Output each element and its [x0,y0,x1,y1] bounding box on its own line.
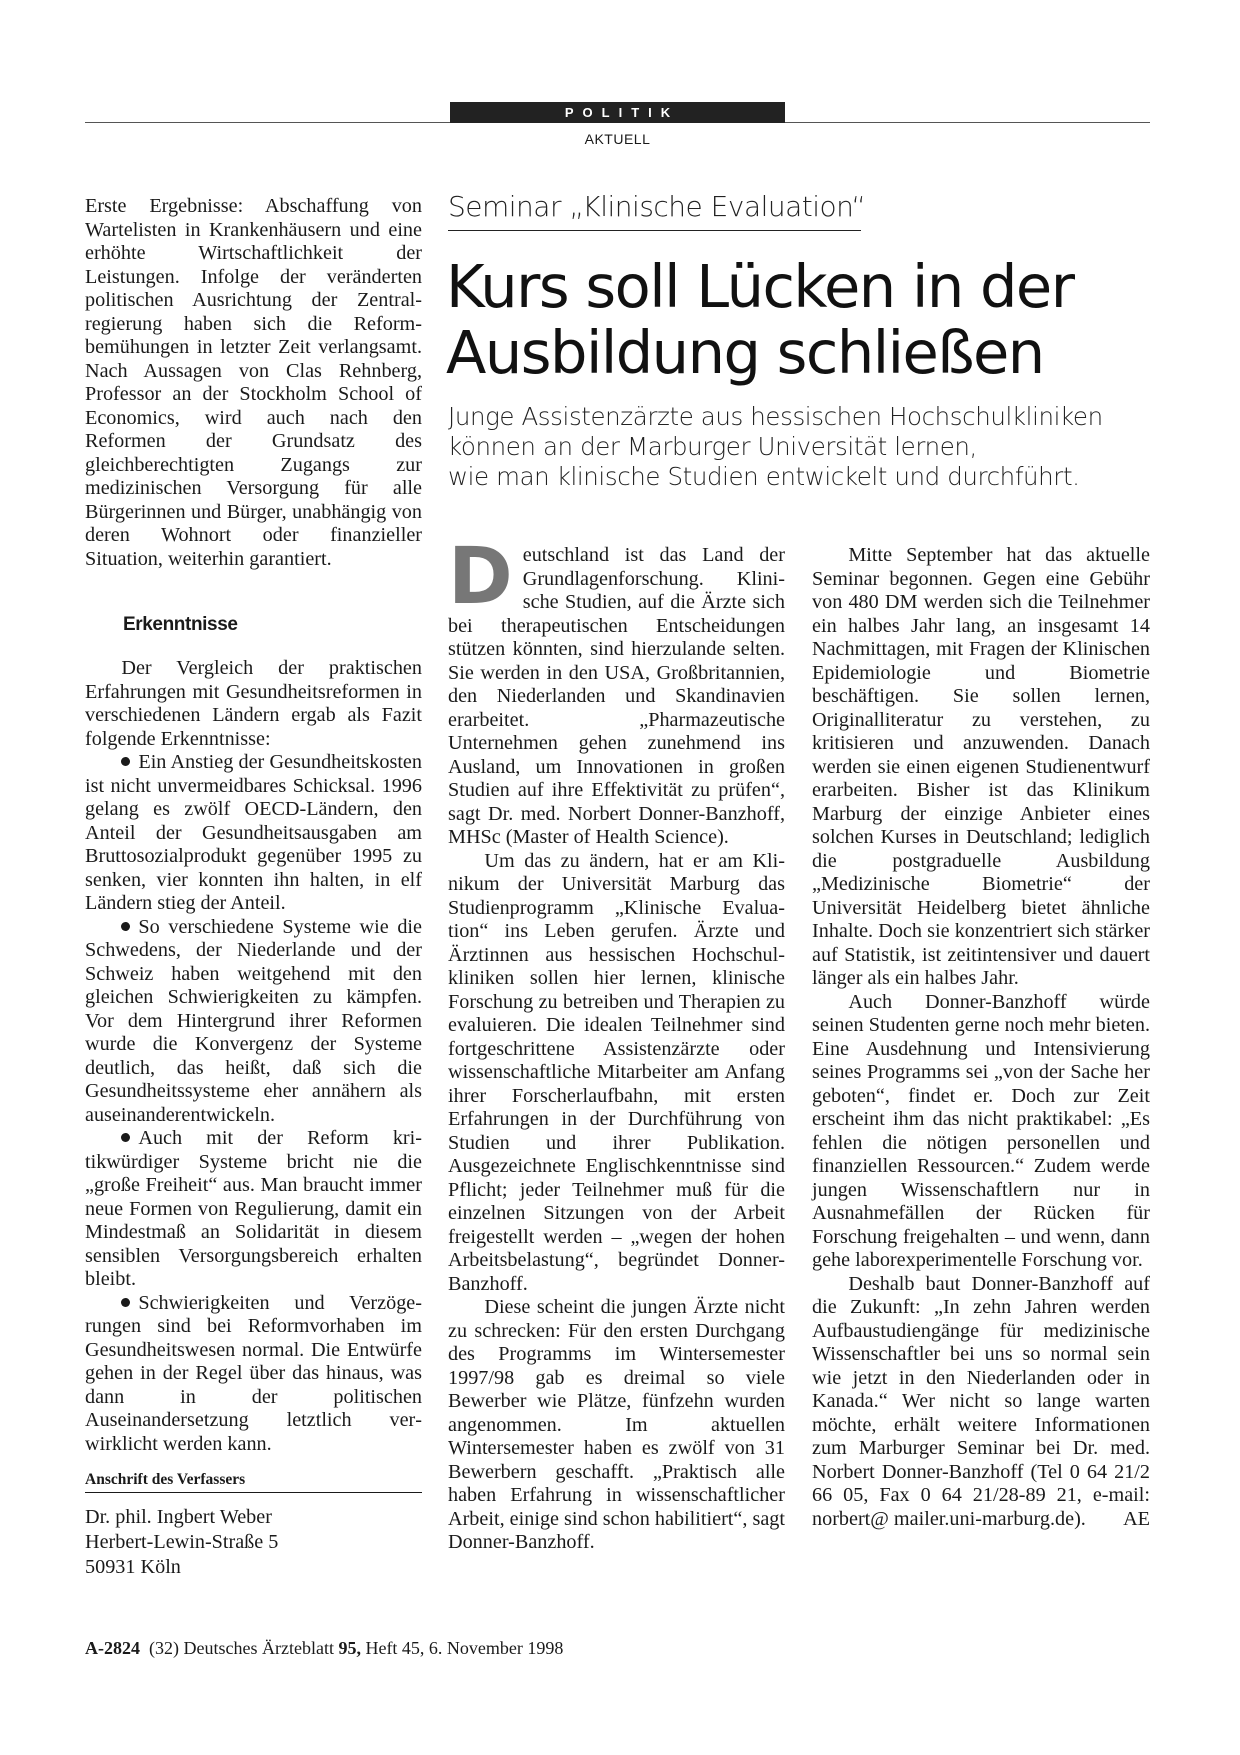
subsection-label: AKTUELL [584,131,651,147]
bullet-item [85,1292,422,1457]
body-paragraph [812,1273,1150,1532]
journal-name: Deutsches Ärzteblatt [183,1638,334,1658]
article-subtitle [448,402,1168,492]
author-address [85,1505,422,1580]
page-footer [85,1638,563,1659]
journal-volume: 95, [338,1638,361,1658]
subtitle-line: Junge Assistenzärzte aus hessischen Hochschulkliniken [448,402,1103,431]
section-label: POLITIK [450,102,785,123]
headline-line: Ausbildung schließen [446,318,1044,387]
article-headline [446,254,1166,386]
bullet-icon [121,1298,130,1307]
bullet-item [85,1127,422,1292]
bullet-text: So verschiedene Systeme wie die Schwedens, der Niederlande und der Schweiz haben weitgehend mit den gleichen Schwierigkeiten zu kämpfen. Vor dem Hintergrund ihrer Reformen wurde die Konvergenz der Systeme deutlich, das heißt, daß sich die Gesundheitssysteme eher annähern als auseinanderentwickeln. [85,915,422,1126]
page-number: (32) [149,1638,179,1658]
bullet-text: Ein Anstieg der Gesundheitskosten ist nicht unvermeidbares Schicksal. 1996 gelang es zwölf OECD-Ländern, den Anteil der Gesundheitsausgaben am Bruttosozialprodukt gegenüber 1995 zu senken, vier konnten ihn halten, in elf Ländern stieg der Anteil. [85,751,422,914]
address-line: 50931 Köln [85,1556,181,1578]
bullet-item [85,916,422,1128]
bullet-icon [121,757,130,766]
subtitle-line: wie man klinische Studien entwickelt und durchführt. [448,462,1080,491]
bullet-item [85,751,422,916]
article-kicker: Seminar „Klinische Evaluation“ [448,190,861,231]
bullet-text: Schwierigkeiten und Verzögerungen sind bei Reformvorhaben im Gesundheitswesen normal. Die Entwürfe gehen in der Regel über das hinaus, was dann in der politischen Auseinandersetzung letztlich verwirklicht werden kann. [85,1291,422,1455]
left-column [85,195,422,1580]
address-line: Dr. phil. Ingbert Weber [85,1506,272,1528]
bullet-text: Auch mit der Reform kritikwürdiger Systeme bricht nie die „große Freiheit“ aus. Man braucht immer neue Formen von Regulierung, damit ein Mindestmaß an Solidarität in diesem sensiblen Versorgungsbereich erhalten bleibt. [85,1127,422,1290]
body-paragraph: Auch Donner-Banzhoff würde seinen Studenten gerne noch mehr bieten. Eine Ausdehnung und Intensivierung seines Programms sei „von der Sache her geboten“, findet er. Doch zur Zeit erscheint ihm das nicht praktikabel: „Es fehlen die nötigen personellen und finanziellen Ressourcen.“ Zudem werde jungen Wissenschaftlern nur in Ausnahmefällen der Rücken für Forschung freigehalten – und wenn, dann gehe laborexperimentelle Forschung vor. [812,990,1150,1271]
author-signature: AE [1123,1507,1150,1530]
bullet-icon [121,1133,130,1142]
subhead-erkenntnisse: Erkenntnisse [123,614,238,635]
body-paragraph: Diese scheint die jungen Ärzte nicht zu schrecken: Für den ersten Durchgang des Programms im Wintersemester 1997/98 gab es dreimal so viele Bewerber wie Plätze, fünfzehn wurden angenommen. Im aktuellen Wintersemester haben es zwölf von 31 Bewerbern geschafft. „Praktisch alle haben Erfahrung in wissenschaftlicher Arbeit, einige sind schon habilitiert“, sagt Donner-Banzhoff. [448,1296,785,1553]
first-paragraph [448,532,785,850]
article-column-2 [812,544,1150,1531]
address-line: Herbert-Lewin-Straße 5 [85,1531,279,1553]
first-paragraph-text: eutschland ist das Land der Grundlagenforschung. Klinische Studien, auf die Ärzte sich bei therapeutischen Entscheidungen stützen könnten, sind hierzulande selten. Sie werden in den USA, Großbritannien, den Niederlanden und Skandinavien erarbeitet. „Pharmazeutische Unternehmen gehen zunehmend ins Ausland, um Innovationen in großen Studien auf ihre Effektivität zu prüfen“, sagt Dr. med. Norbert Donner-Banzhoff, MHSc (Master of Health Science). [448,544,785,848]
bullet-icon [121,922,130,931]
body-paragraph: Mitte September hat das aktuelle Seminar begonnen. Gegen eine Gebühr von 480 DM werden sich die Teilnehmer ein halbes Jahr lang, an insgesamt 14 Nachmittagen, mit Fragen der Klinischen Epidemiologie und Biometrie beschäftigen. Sie sollen lernen, Originalliteratur zu verstehen, zu kritisieren und anzuwenden. Danach werden sie einen eigenen Studienentwurf erarbeiten. Bisher ist das Klinikum Marburg der einzige Anbieter eines solchen Kurses in Deutschland; lediglich die postgraduelle Ausbildung „Medizinische Biometrie“ der Universität Heidelberg bietet ähnliche Inhalte. Doch sie konzentriert sich stärker auf Statistik, ist zeitintensiver und dauert länger als ein halbes Jahr. [812,544,1150,989]
headline-line: Kurs soll Lücken in der [446,252,1074,321]
body-paragraph-text: Deshalb baut Donner-Banzhoff auf die Zukunft: „In zehn Jahren werden Aufbaustudiengänge für medizinische Wissenschaftler bei uns so normal sein wie jetzt in den Niederlanden oder in Kanada.“ Wer nicht so lange warten möchte, erhält weitere Informationen zum Marburger Seminar bei Dr. med. Norbert Donner-Banzhoff (Tel 0 64 21/2 66 05, Fax 0 64 21/28-89 21, e-mail: norbert@ mailer.uni-marburg.de). [812,1272,1150,1530]
lead-paragraph: Der Vergleich der praktischen Erfahrungen mit Gesundheitsreformen in verschiedenen Ländern ergab als Fazit folgende Erkenntnisse: [85,657,422,750]
issue-date: Heft 45, 6. November 1998 [365,1638,564,1658]
body-paragraph: Um das zu ändern, hat er am Klinikum der Universität Marburg das Studienprogramm „Klinische Evaluation“ ins Leben gerufen. Ärzte und Ärztinnen aus hessischen Hochschulkliniken sollen hier lernen, klinische Forschung zu betreiben und Therapien zu evaluieren. Die idealen Teilnehmer sind fortgeschrittene Assistenzärzte oder wissenschaftliche Mitarbeiter am Anfang ihrer Forscherlaufbahn, mit ersten Erfahrungen in der Durchführung von Studien und ihrer Publikation. Ausgezeichnete Englischkenntnisse sind Pflicht; jeder Teilnehmer muß für die einzelnen Sitzungen von der Arbeit freigestellt werden – „wegen der hohen Arbeitsbelastung“, begründet Donner-Banzhoff. [448,849,785,1295]
subtitle-line: können an der Marburger Universität lernen, [448,432,977,461]
intro-paragraph: Erste Ergebnisse: Abschaffung von Wartelisten in Krankenhäusern und eine erhöhte Wirtschaftlichkeit der Leistungen. Infolge der veränderten politischen Ausrichtung der Zentralregierung haben sich die Reformbemühungen in letzter Zeit verlangsamt. Nach Aussagen von Clas Rehnberg, Professor an der Stockholm School of Economics, wird auch nach den Reformen der Grundsatz des gleichberechtigten Zugangs zur medizinischen Versorgung für alle Bürgerinnen und Bürger, unabhängig von deren Wohnort oder finanzieller Situation, weiterhin garantiert. [85,195,422,570]
article-column-1 [448,532,785,1555]
spacer [85,571,422,613]
drop-cap: D [448,532,513,622]
page-code: A-2824 [85,1638,140,1658]
address-heading: Anschrift des Verfassers [85,1470,422,1493]
